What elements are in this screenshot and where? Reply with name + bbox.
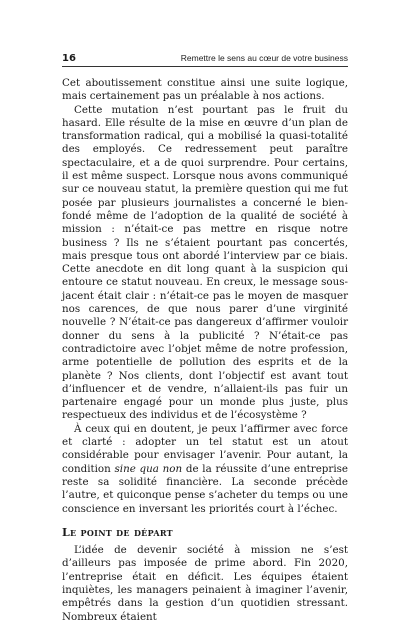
header-rule bbox=[62, 66, 348, 67]
paragraph-3-text-b: de la réussite d’une entreprise reste sa solidité financière. La seconde précède l’autre, et quiconque pense s’acheter du temps ou une conscience en inversant les priorités court à l’échec. bbox=[62, 462, 348, 515]
page-header bbox=[62, 53, 348, 64]
paragraph-1: Cet aboutissement constitue ainsi une suite logique, mais certainement pas un préalable à nos actions. bbox=[62, 77, 348, 103]
page-body bbox=[62, 77, 348, 624]
paragraph-2: Cette mutation n’est pourtant pas le fruit du hasard. Elle résulte de la mise en œuvre d’un plan de transformation radical, qui a mobilisé la quasi-totalité des employés. Ce redressement peut paraître spectaculaire, et a de quoi surprendre. Pour certains, il est même suspect. Lorsque nous avons communiqué sur ce nouveau statut, la première question qui me fut posée par plusieurs journalistes a concerné le bien-fondé même de l’adoption de la qualité de société à mission : n’était-ce pas mettre en risque notre business ? Ils ne s’étaient pourtant pas concertés, mais presque tous ont abordé l’interview par ce biais. Cette anecdote en dit long quant à la suspicion qui entoure ce statut nouveau. En creux, le message sous-jacent était clair : n’était-ce pas le moyen de masquer nos carences, de que nous parer d’une virginité nouvelle ? N’était-ce pas dangereux d’affirmer vouloir donner du sens à la publicité ? N’était-ce pas contradictoire avec l’objet même de notre profession, arme potentielle de pollution des esprits et de la planète ? Nos clients, dont l’objectif est avant tout d’influencer et de vendre, n’allaient-ils pas fuir un partenaire engagé pour un monde plus juste, plus respectueux des individus et de l’écosystème ? bbox=[62, 103, 348, 422]
paragraph-3-text-a: À ceux qui en doutent, je peux l’affirmer avec force et clarté : adopter un tel statut est un atout considérable pour envisager l’avenir. Pour autant, la condition bbox=[62, 422, 348, 475]
section-heading: Le point de départ bbox=[62, 525, 173, 539]
running-title: Remettre le sens au cœur de votre business bbox=[180, 53, 348, 63]
page-number: 16 bbox=[62, 53, 76, 64]
paragraph-4: L’idée de devenir société à mission ne s’est d’ailleurs pas imposée de prime abord. Fin 2020, l’entreprise était en déficit. Les équipes étaient inquiètes, les managers peinaient à imaginer l’avenir, empêtrés dans la gestion d’un quotidien stressant. Nombreux étaient bbox=[62, 544, 348, 623]
emphasis-sine-qua-non: sine qua non bbox=[114, 462, 183, 475]
paragraph-3 bbox=[62, 423, 348, 516]
